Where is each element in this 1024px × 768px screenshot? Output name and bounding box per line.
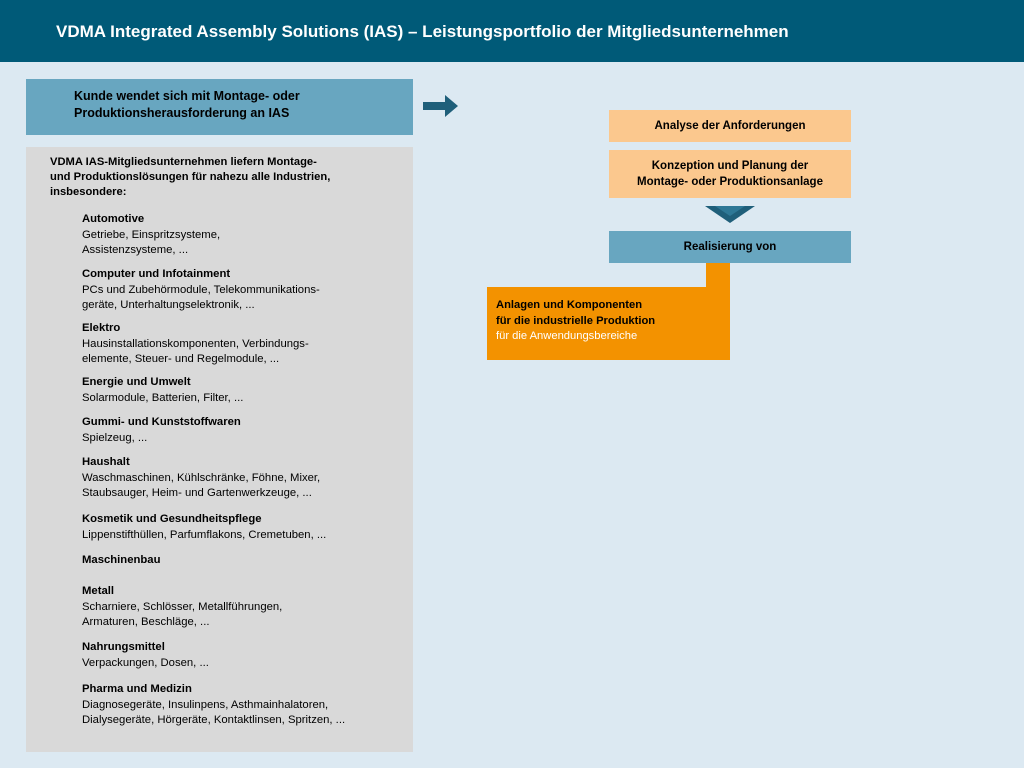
industry-title: Nahrungsmittel [82, 641, 165, 653]
industry-title: Computer und Infotainment [82, 268, 231, 280]
industry-detail: Scharniere, Schlösser, Metallführungen, [82, 600, 283, 613]
plants-line: Anlagen und Komponenten [496, 299, 643, 311]
industry-kosmetik [82, 512, 402, 543]
industry-title: Maschinenbau [82, 554, 161, 566]
industry-title: Kosmetik und Gesundheitspflege [82, 513, 262, 525]
industry-metall [82, 584, 402, 631]
plants-line: für die industrielle Produktion [496, 314, 656, 327]
industry-detail: PCs und Zubehörmodule, Telekommunikations- [82, 283, 320, 296]
industry-detail: Verpackungen, Dosen, ... [82, 656, 209, 669]
industries-intro [50, 155, 380, 200]
industry-title: Elektro [82, 322, 121, 334]
customer-request-line-2: Produktionsherausforderung an IAS [74, 106, 290, 120]
industry-automotive [82, 212, 402, 259]
industry-detail: Solarmodule, Batterien, Filter, ... [82, 391, 244, 404]
connector-bar [706, 263, 730, 288]
industry-elektro [82, 321, 402, 368]
industry-pharma [82, 682, 402, 729]
industry-title: Pharma und Medizin [82, 683, 192, 695]
industry-haushalt [82, 455, 402, 502]
industry-detail: geräte, Unterhaltungselektronik, ... [82, 299, 255, 311]
industry-maschinenbau [82, 553, 402, 569]
customer-request-line-1: Kunde wendet sich mit Montage- oder [74, 89, 300, 103]
industry-energie [82, 375, 402, 406]
realization-label: Realisierung von [683, 241, 777, 253]
step-concept-line: Montage- oder Produktionsanlage [637, 176, 823, 188]
industry-computer [82, 267, 402, 314]
step-concept-box [609, 150, 851, 198]
intro-line: VDMA IAS-Mitgliedsunternehmen liefern Montage- [50, 156, 317, 168]
title-bar [0, 0, 1024, 62]
intro-line: insbesondere: [50, 186, 127, 198]
industry-title: Gummi- und Kunststoffwaren [82, 416, 241, 428]
page-title: VDMA Integrated Assembly Solutions (IAS) – Leistungsportfolio der Mitgliedsunternehmen [56, 22, 789, 41]
industry-title: Metall [82, 585, 115, 597]
customer-request-box [26, 79, 413, 135]
industry-detail: Hausinstallationskomponenten, Verbindungs- [82, 337, 309, 350]
industry-title: Automotive [82, 213, 145, 225]
intro-line: und Produktionslösungen für nahezu alle Industrien, [50, 171, 331, 183]
industry-nahrungsmittel [82, 640, 402, 671]
industry-detail: Assistenzsysteme, ... [82, 244, 189, 256]
industry-detail: Spielzeug, ... [82, 431, 148, 444]
step-analysis-box [609, 110, 851, 142]
industry-title: Haushalt [82, 456, 130, 468]
industry-detail: Getriebe, Einspritzsysteme, [82, 228, 221, 241]
industry-detail: Diagnosegeräte, Insulinpens, Asthmainhalatoren, [82, 698, 329, 711]
step-analysis-label: Analyse der Anforderungen [654, 120, 806, 132]
arrow-right-icon [423, 94, 459, 118]
arrow-down-icon [705, 206, 755, 223]
plants-application-line: für die Anwendungsbereiche [496, 330, 638, 342]
plants-components-box [487, 287, 730, 360]
industry-detail: Waschmaschinen, Kühlschränke, Föhne, Mixer, [82, 471, 321, 484]
industry-title: Energie und Umwelt [82, 376, 191, 388]
realization-box [609, 231, 851, 263]
industry-gummi [82, 415, 402, 446]
industry-detail: Armaturen, Beschläge, ... [82, 616, 210, 628]
industry-detail: Dialysegeräte, Hörgeräte, Kontaktlinsen, Spritzen, ... [82, 714, 346, 726]
step-concept-line: Konzeption und Planung der [651, 160, 809, 172]
industry-detail: Lippenstifthüllen, Parfumflakons, Cremetuben, ... [82, 528, 327, 541]
industry-detail: elemente, Steuer- und Regelmodule, ... [82, 353, 280, 365]
industry-detail: Staubsauger, Heim- und Gartenwerkzeuge, ... [82, 487, 312, 499]
